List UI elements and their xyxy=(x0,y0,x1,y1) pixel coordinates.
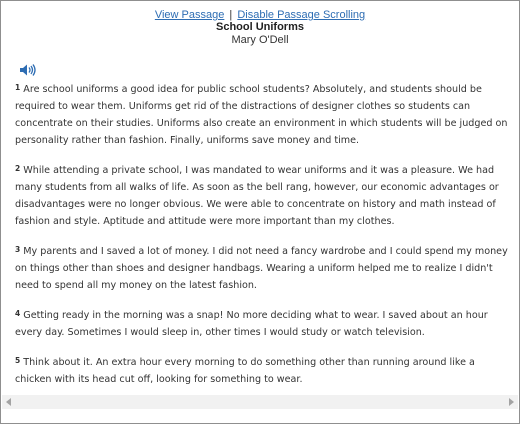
paragraph-text: Think about it. An extra hour every morning to do something other than running around like a chicken with its head cut off, looking for something to wear. xyxy=(15,357,475,385)
scroll-right-arrow-icon[interactable] xyxy=(509,398,514,406)
paragraph xyxy=(15,307,511,341)
passage-author: Mary O'Dell xyxy=(231,34,289,46)
paragraph-number: 5 xyxy=(15,356,21,365)
paragraph xyxy=(15,243,511,294)
disable-passage-scrolling-link[interactable]: Disable Passage Scrolling xyxy=(237,9,366,21)
scroll-left-arrow-icon[interactable] xyxy=(6,398,11,406)
paragraph-number: 2 xyxy=(15,164,21,173)
paragraph-number: 3 xyxy=(15,245,21,254)
panel-footer xyxy=(2,409,518,423)
paragraph-number: 1 xyxy=(15,83,21,92)
paragraph-text: My parents and I saved a lot of money. I did not need a fancy wardrobe and I could spend my money on things other than shoes and designer handbags. Wearing a uniform helped me to realize I didn't need to spend all my money on the latest fashion. xyxy=(15,246,508,291)
paragraph xyxy=(15,162,511,230)
passage-body[interactable] xyxy=(15,81,511,399)
horizontal-scrollbar[interactable] xyxy=(2,395,518,409)
paragraph-text: Getting ready in the morning was a snap! No more deciding what to wear. I saved about an hour every day. Sometimes I would sleep in, other times I would study or watch television. xyxy=(15,310,488,338)
link-separator: | xyxy=(229,9,233,21)
paragraph xyxy=(15,81,511,149)
passage-title: School Uniforms xyxy=(215,21,304,33)
paragraph-text: While attending a private school, I was mandated to wear uniforms and it was a pleasure. We had many students from all walks of life. As soon as the bell rang, however, our economic advantages or disadvantages were no longer obvious. We were able to concentrate on history and math instead of fashion and style. Aptitude and attitude were more important than my clothes. xyxy=(15,165,499,227)
paragraph xyxy=(15,354,511,388)
paragraph-number: 4 xyxy=(15,309,21,318)
view-passage-link[interactable]: View Passage xyxy=(154,9,225,21)
speaker-icon[interactable] xyxy=(19,63,37,77)
paragraph-text: Are school uniforms a good idea for public school students? Absolutely, and students should be required to wear them. Uniforms get rid of the distractions of designer clothes so students can concentrate on their studies. Uniforms also create an environment in which students will be judged on personality rather than fashion. Finally, uniforms save money and time. xyxy=(15,84,508,146)
